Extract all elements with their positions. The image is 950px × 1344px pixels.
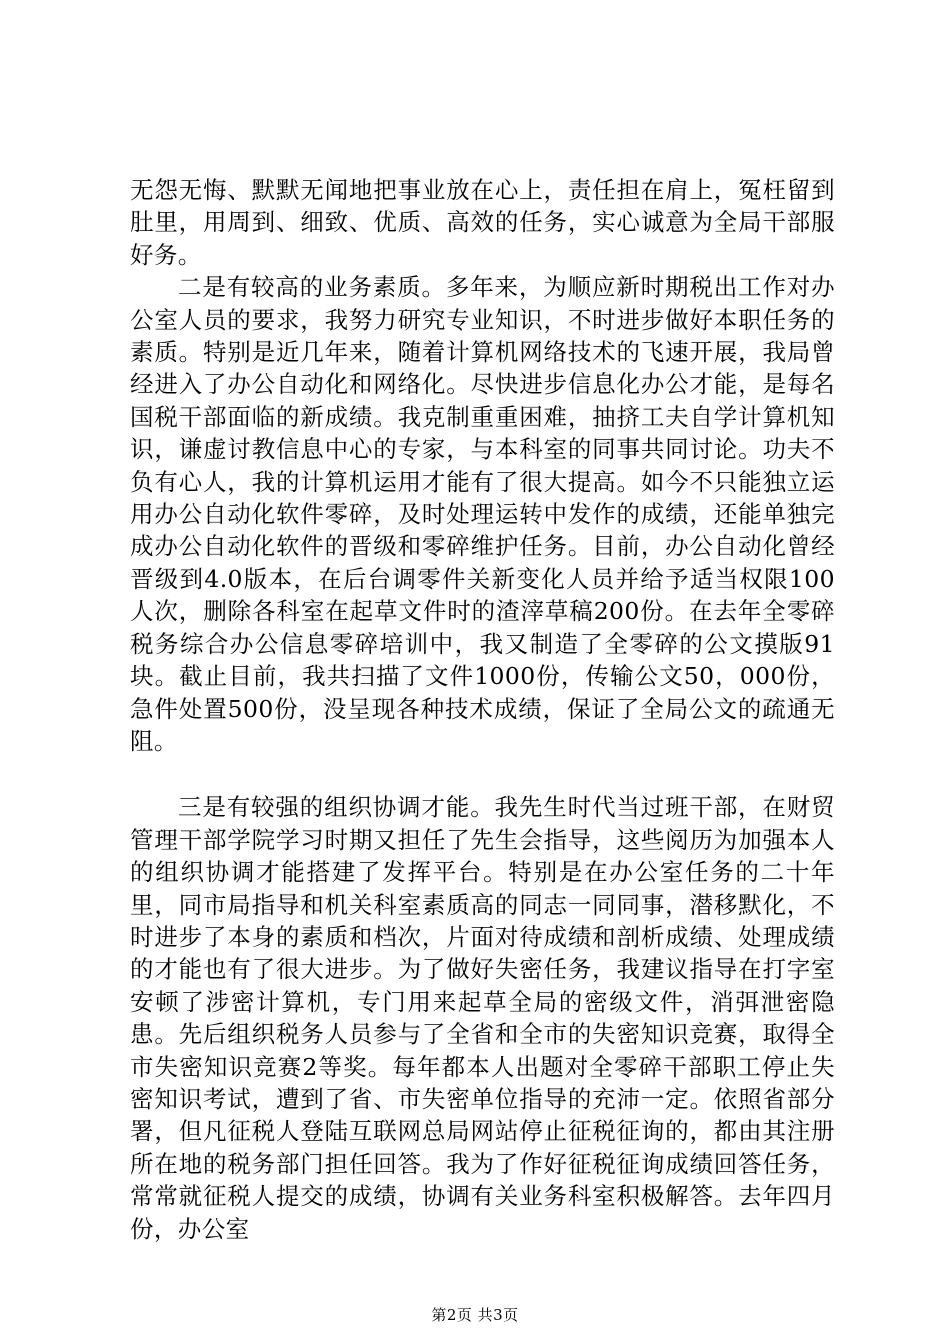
paragraph-continuation: 无怨无悔、默默无闻地把事业放在心上，责任担在肩上，冤枉留到肚里，用周到、细致、优质、高效的任务，实心诚意为全局干部服好务。: [130, 176, 835, 269]
paragraph-business-quality: 二是有较高的业务素质。多年来，为顺应新时期税出工作对办公室人员的要求，我努力研究专业知识，不时进步做好本职任务的素质。特别是近几年来，随着计算机网络技术的飞速开展，我局曾经进入了办公自动化和网络化。尽快进步信息化办公才能，是每名国税干部面临的新成绩。我克制重重困难，抽挤工夫自学计算机知识，谦虚讨教信息中心的专家，与本科室的同事共同讨论。功夫不负有心人，我的计算机运用才能有了很大提高。如今不只能独立运用办公自动化软件零碎，及时处理运转中发作的成绩，还能单独完成办公自动化软件的晋级和零碎维护任务。目前，办公自动化曾经晋级到4.0版本，在后台调零件关新变化人员并给予适当权限100人次，删除各科室在起草文件时的渣滓草稿200份。在去年全零碎税务综合办公信息零碎培训中，我又制造了全零碎的公文摸版91块。截止目前，我共扫描了文件1000份，传输公文50，000份，急件处置500份，没呈现各种技术成绩，保证了全局公文的疏通无阻。: [130, 273, 835, 755]
page-footer: 第2页 共3页: [431, 1306, 519, 1324]
document-body: [130, 174, 835, 1245]
paragraph-coordination-ability: 三是有较强的组织协调才能。我先生时代当过班干部，在财贸管理干部学院学习时期又担任了先生会指导，这些阅历为加强本人的组织协调才能搭建了发挥平台。特别是在办公室任务的二十年里，同市局指导和机关科室素质高的同志一同同事，潜移默化，不时进步了本身的素质和档次，片面对待成绩和剖析成绩、处理成绩的才能也有了很大进步。为了做好失密任务，我建议指导在打字室安顿了涉密计算机，专门用来起草全局的密级文件，消弭泄密隐患。先后组织税务人员参与了全省和全市的失密知识竞赛，取得全市失密知识竞赛2等奖。每年都本人出题对全零碎干部职工停止失密知识考试，遭到了省、市失密单位指导的充沛一定。依照省部分署，但凡征税人登陆互联网总局网站停止征税征询的，都由其注册所在地的税务部门担任回答。我为了作好征税征询成绩回答任务，常常就征税人提交的成绩，协调有关业务科室积极解答。去年四月份，办公室: [130, 793, 835, 1243]
